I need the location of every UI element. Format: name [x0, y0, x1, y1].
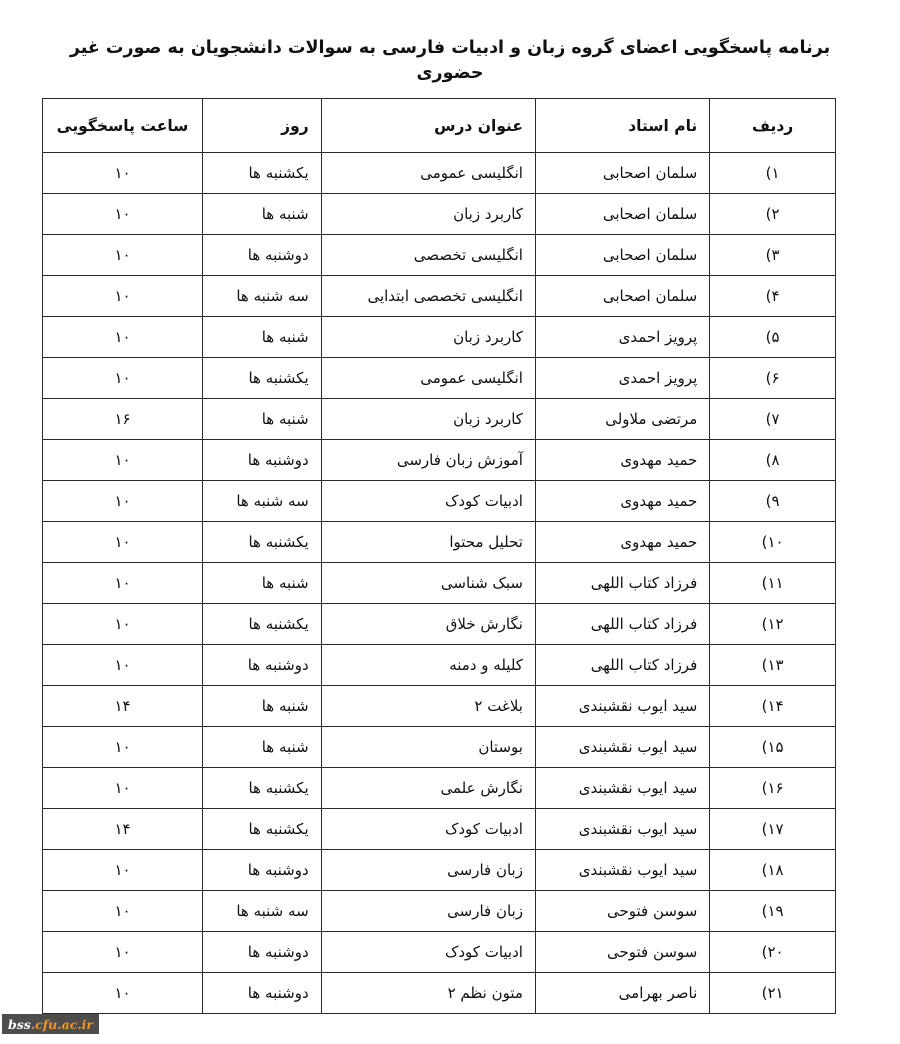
- cell-row-number: ۴): [710, 276, 836, 317]
- cell-instructor: پرویز احمدی: [535, 358, 709, 399]
- table-header-row: [43, 99, 836, 153]
- cell-hour: ۱۰: [43, 317, 203, 358]
- cell-day: دوشنبه ها: [203, 850, 322, 891]
- cell-hour: ۱۴: [43, 809, 203, 850]
- cell-day: یکشنبه ها: [203, 604, 322, 645]
- cell-row-number: ۱): [710, 153, 836, 194]
- cell-instructor: سید ایوب نقشبندی: [535, 686, 709, 727]
- cell-hour: ۱۰: [43, 440, 203, 481]
- cell-day: شنبه ها: [203, 399, 322, 440]
- site-watermark: [2, 1014, 99, 1034]
- cell-instructor: سوسن فتوحی: [535, 932, 709, 973]
- table-row: [43, 235, 836, 276]
- cell-hour: ۱۰: [43, 891, 203, 932]
- cell-hour: ۱۰: [43, 522, 203, 563]
- table-row: [43, 604, 836, 645]
- cell-course: نگارش خلاق: [321, 604, 535, 645]
- table-row: [43, 153, 836, 194]
- cell-row-number: ۷): [710, 399, 836, 440]
- cell-row-number: ۱۳): [710, 645, 836, 686]
- column-header-day: روز: [203, 99, 322, 153]
- cell-row-number: ۳): [710, 235, 836, 276]
- cell-day: سه شنبه ها: [203, 276, 322, 317]
- column-header-course: عنوان درس: [321, 99, 535, 153]
- table-header: [43, 99, 836, 153]
- cell-instructor: حمید مهدوی: [535, 440, 709, 481]
- cell-course: زبان فارسی: [321, 891, 535, 932]
- table-row: [43, 358, 836, 399]
- cell-hour: ۱۰: [43, 932, 203, 973]
- cell-day: شنبه ها: [203, 727, 322, 768]
- table-row: [43, 645, 836, 686]
- cell-day: یکشنبه ها: [203, 358, 322, 399]
- cell-day: یکشنبه ها: [203, 809, 322, 850]
- cell-hour: ۱۰: [43, 727, 203, 768]
- cell-day: شنبه ها: [203, 686, 322, 727]
- page-title: برنامه پاسخگویی اعضای گروه زبان و ادبیات فارسی به سوالات دانشجویان به صورت غیر حضوری: [69, 38, 831, 84]
- table-row: [43, 973, 836, 1014]
- cell-hour: ۱۰: [43, 153, 203, 194]
- table-row: [43, 932, 836, 973]
- cell-day: دوشنبه ها: [203, 973, 322, 1014]
- cell-instructor: سوسن فتوحی: [535, 891, 709, 932]
- cell-course: انگلیسی تخصصی ابتدایی: [321, 276, 535, 317]
- table-row: [43, 850, 836, 891]
- cell-row-number: ۱۲): [710, 604, 836, 645]
- cell-instructor: ناصر بهرامی: [535, 973, 709, 1014]
- cell-day: شنبه ها: [203, 563, 322, 604]
- cell-hour: ۱۰: [43, 645, 203, 686]
- cell-course: کلیله و دمنه: [321, 645, 535, 686]
- cell-instructor: پرویز احمدی: [535, 317, 709, 358]
- cell-day: یکشنبه ها: [203, 522, 322, 563]
- cell-course: نگارش علمی: [321, 768, 535, 809]
- table-row: [43, 399, 836, 440]
- cell-day: شنبه ها: [203, 194, 322, 235]
- table-row: [43, 891, 836, 932]
- cell-course: کاربرد زبان: [321, 194, 535, 235]
- cell-row-number: ۱۹): [710, 891, 836, 932]
- cell-day: دوشنبه ها: [203, 440, 322, 481]
- cell-hour: ۱۰: [43, 235, 203, 276]
- cell-row-number: ۱۱): [710, 563, 836, 604]
- cell-hour: ۱۴: [43, 686, 203, 727]
- table-row: [43, 727, 836, 768]
- table-row: [43, 440, 836, 481]
- cell-course: انگلیسی عمومی: [321, 153, 535, 194]
- cell-instructor: سید ایوب نقشبندی: [535, 768, 709, 809]
- cell-course: ادبیات کودک: [321, 809, 535, 850]
- cell-hour: ۱۰: [43, 604, 203, 645]
- cell-instructor: سید ایوب نقشبندی: [535, 809, 709, 850]
- cell-hour: ۱۰: [43, 358, 203, 399]
- cell-row-number: ۲۱): [710, 973, 836, 1014]
- cell-instructor: سید ایوب نقشبندی: [535, 850, 709, 891]
- cell-course: بلاغت ۲: [321, 686, 535, 727]
- cell-instructor: حمید مهدوی: [535, 481, 709, 522]
- cell-row-number: ۱۸): [710, 850, 836, 891]
- cell-course: کاربرد زبان: [321, 317, 535, 358]
- schedule-table-container: [42, 98, 836, 1014]
- cell-hour: ۱۰: [43, 850, 203, 891]
- table-row: [43, 276, 836, 317]
- cell-hour: ۱۰: [43, 194, 203, 235]
- table-row: [43, 686, 836, 727]
- cell-day: دوشنبه ها: [203, 932, 322, 973]
- cell-course: آموزش زبان فارسی: [321, 440, 535, 481]
- cell-day: دوشنبه ها: [203, 645, 322, 686]
- cell-course: زبان فارسی: [321, 850, 535, 891]
- cell-course: ادبیات کودک: [321, 932, 535, 973]
- watermark-primary-text: bss: [8, 1016, 31, 1032]
- table-row: [43, 317, 836, 358]
- cell-row-number: ۱۰): [710, 522, 836, 563]
- cell-row-number: ۵): [710, 317, 836, 358]
- schedule-table: [42, 98, 836, 1014]
- cell-hour: ۱۰: [43, 563, 203, 604]
- cell-instructor: سلمان اصحابی: [535, 153, 709, 194]
- table-row: [43, 481, 836, 522]
- cell-hour: ۱۰: [43, 973, 203, 1014]
- cell-day: دوشنبه ها: [203, 235, 322, 276]
- column-header-hour: ساعت پاسخگویی: [43, 99, 203, 153]
- cell-row-number: ۱۷): [710, 809, 836, 850]
- cell-instructor: فرزاد کتاب اللهی: [535, 604, 709, 645]
- cell-course: ادبیات کودک: [321, 481, 535, 522]
- cell-day: سه شنبه ها: [203, 481, 322, 522]
- cell-instructor: سلمان اصحابی: [535, 194, 709, 235]
- cell-instructor: سلمان اصحابی: [535, 276, 709, 317]
- table-row: [43, 194, 836, 235]
- cell-day: سه شنبه ها: [203, 891, 322, 932]
- cell-day: یکشنبه ها: [203, 768, 322, 809]
- cell-instructor: مرتضی ملاولی: [535, 399, 709, 440]
- cell-row-number: ۱۴): [710, 686, 836, 727]
- cell-course: متون نظم ۲: [321, 973, 535, 1014]
- table-body: [43, 153, 836, 1014]
- cell-row-number: ۹): [710, 481, 836, 522]
- cell-row-number: ۶): [710, 358, 836, 399]
- cell-row-number: ۸): [710, 440, 836, 481]
- cell-course: کاربرد زبان: [321, 399, 535, 440]
- cell-course: بوستان: [321, 727, 535, 768]
- cell-instructor: حمید مهدوی: [535, 522, 709, 563]
- table-row: [43, 522, 836, 563]
- column-header-instructor: نام استاد: [535, 99, 709, 153]
- cell-instructor: سید ایوب نقشبندی: [535, 727, 709, 768]
- cell-hour: ۱۶: [43, 399, 203, 440]
- cell-row-number: ۱۶): [710, 768, 836, 809]
- table-row: [43, 768, 836, 809]
- cell-course: انگلیسی تخصصی: [321, 235, 535, 276]
- cell-course: انگلیسی عمومی: [321, 358, 535, 399]
- column-header-row-number: ردیف: [710, 99, 836, 153]
- cell-row-number: ۲۰): [710, 932, 836, 973]
- cell-hour: ۱۰: [43, 768, 203, 809]
- cell-day: یکشنبه ها: [203, 153, 322, 194]
- cell-day: شنبه ها: [203, 317, 322, 358]
- cell-instructor: فرزاد کتاب اللهی: [535, 645, 709, 686]
- table-row: [43, 809, 836, 850]
- watermark-secondary-text: .cfu.ac.ir: [30, 1016, 94, 1032]
- cell-row-number: ۱۵): [710, 727, 836, 768]
- cell-hour: ۱۰: [43, 481, 203, 522]
- cell-row-number: ۲): [710, 194, 836, 235]
- table-row: [43, 563, 836, 604]
- cell-course: تحلیل محتوا: [321, 522, 535, 563]
- cell-hour: ۱۰: [43, 276, 203, 317]
- cell-instructor: سلمان اصحابی: [535, 235, 709, 276]
- cell-course: سبک شناسی: [321, 563, 535, 604]
- cell-instructor: فرزاد کتاب اللهی: [535, 563, 709, 604]
